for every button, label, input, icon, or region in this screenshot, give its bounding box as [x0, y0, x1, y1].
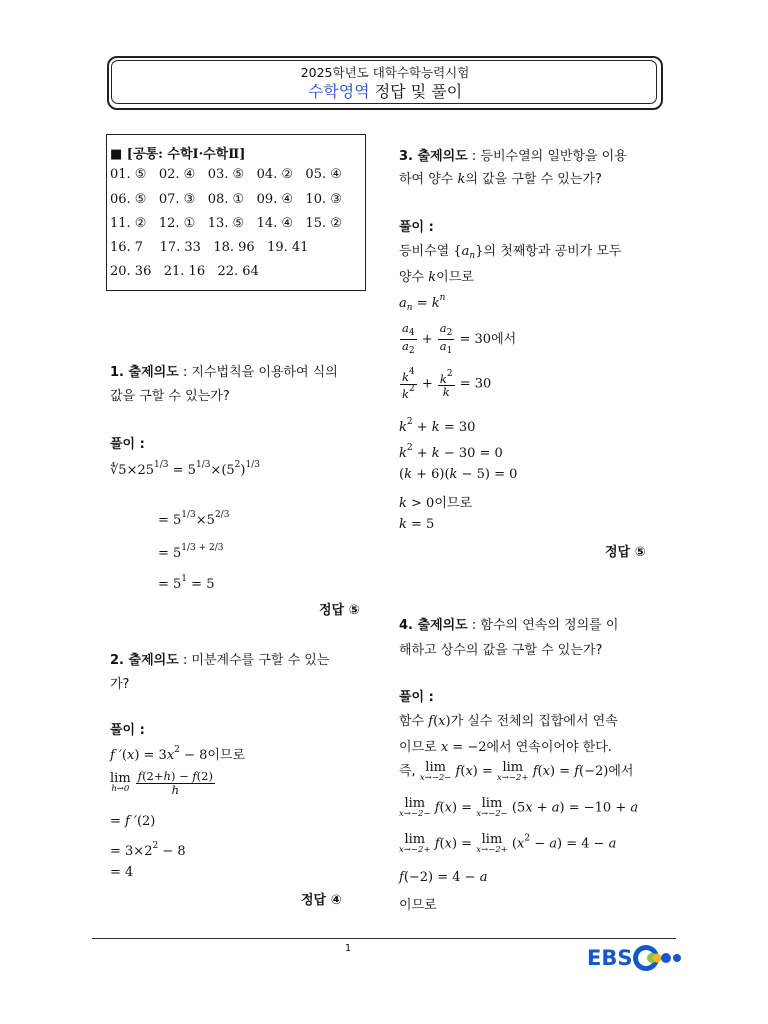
q4-eq-value: f(−2) = 4 − a — [399, 870, 488, 885]
q4-last-line: 이므로 — [399, 898, 437, 913]
header-subtitle: 2025학년도 대학수학능력시험 — [300, 65, 470, 80]
q2-eq-2: lim h→0 $\frac{f(2+h) - f(2)}{h}$ — [110, 769, 213, 797]
q1-intent: 1. 출제의도 : 지수법칙을 이용하여 식의 — [110, 365, 338, 380]
footer-divider — [92, 938, 676, 939]
q3-eq-1: $a_n = k^n$ — [399, 293, 446, 313]
q2-answer: 정답 ④ — [301, 893, 342, 908]
q3-eq-7: k > 0이므로 — [399, 496, 473, 511]
q4-intent: 4. 출제의도 : 함수의 연속의 정의를 이 — [399, 618, 619, 633]
q1-solution-label: 풀이 : — [110, 437, 145, 452]
q1-eq-4: = $5^1 = 5$ — [158, 574, 215, 592]
answer-key-row: 16. 7 17. 33 18. 96 19. 41 — [110, 240, 309, 255]
q4-line-3: 즉, lim x→−2− f(x) = lim x→−2+ f(x) = f(−2)에서 — [399, 759, 634, 783]
ebs-logo: EBS — [587, 946, 633, 970]
q3-eq-4: $k^2 + k = 30$ — [399, 417, 476, 435]
q2-intent-cont: 가? — [110, 677, 130, 692]
answer-key-heading: ■ [공통: 수학Ⅰ·수학Ⅱ] — [110, 147, 246, 162]
q4-line-1: 함수 f(x)가 실수 전체의 집합에서 연속 — [399, 714, 618, 729]
q4-eq-left-limit: lim x→−2− f(x) = lim x→−2− (5x + a) = −10 + a — [399, 796, 639, 819]
q4-intent-cont: 해하고 상수의 값을 구할 수 있는가? — [399, 643, 603, 658]
q2-intent: 2. 출제의도 : 미분계수를 구할 수 있는 — [110, 653, 330, 668]
q3-line-1: 등비수열 $\{a_n\}$의 첫째항과 공비가 모두 — [399, 244, 622, 261]
q1-intent-cont: 값을 구할 수 있는가? — [110, 389, 230, 404]
title-highlight: 수학영역 — [307, 82, 370, 101]
answer-key-row: 11. ② 12. ① 13. ⑤ 14. ④ 15. ② — [110, 216, 342, 231]
page-title — [107, 79, 663, 102]
page-number: 1 — [344, 943, 352, 954]
q3-eq-5: $k^2 + k - 30 = 0$ — [399, 443, 503, 461]
q2-eq-3: = f ′(2) — [110, 814, 156, 829]
q3-intent-cont: 하여 양수 k의 값을 구할 수 있는가? — [399, 172, 602, 187]
title-rest: 정답 및 풀이 — [369, 82, 463, 101]
answer-key-row: 20. 36 21. 16 22. 64 — [110, 264, 259, 279]
q1-eq-2: = $5^{1/3}\times 5^{2/3}$ — [158, 510, 230, 528]
ebs-logo-icon — [631, 943, 685, 973]
q2-eq-1: f $'(x) = 3x^2 - 8$이므로 — [110, 745, 246, 763]
q1-answer: 정답 ⑤ — [319, 603, 360, 618]
q3-eq-6: (k + 6)(k − 5) = 0 — [399, 467, 518, 482]
q3-intent: 3. 출제의도 : 등비수열의 일반항을 이용 — [399, 149, 627, 164]
q3-eq-8: k = 5 — [399, 517, 435, 532]
q4-solution-label: 풀이 : — [399, 690, 434, 705]
q4-eq-right-limit: lim x→−2+ f(x) = lim x→−2+ $(x^2 - a) = 4 - a$ — [399, 832, 617, 855]
q2-eq-4: = $3\times 2^2 - 8$ — [110, 841, 186, 859]
answer-key-row: 06. ⑤ 07. ③ 08. ① 09. ④ 10. ③ — [110, 192, 342, 207]
q4-line-2: 이므로 x = −2에서 연속이어야 한다. — [399, 740, 612, 755]
q3-eq-3: $\frac{k^4}{k^2}$ + $\frac{k^2}{k}$ = 30 — [402, 367, 492, 401]
answer-key-row: 01. ⑤ 02. ④ 03. ⑤ 04. ② 05. ④ — [110, 167, 342, 182]
q3-solution-label: 풀이 : — [399, 220, 434, 235]
q2-solution-label: 풀이 : — [110, 723, 145, 738]
q3-answer: 정답 ⑤ — [605, 545, 646, 560]
q3-eq-2: $\frac{a_4}{a_2}$ + $\frac{a_2}{a_1}$ = 30에서 — [402, 321, 517, 356]
q1-eq-1: $∜5\times 25^{1/3} = 5^{1/3}\times(5^2)^{1/3}$ — [110, 460, 260, 478]
q3-line-2: 양수 k이므로 — [399, 270, 474, 285]
q1-eq-3: = $5^{1/3 + 2/3}$ — [158, 543, 224, 561]
q2-eq-5: = 4 — [110, 865, 134, 880]
